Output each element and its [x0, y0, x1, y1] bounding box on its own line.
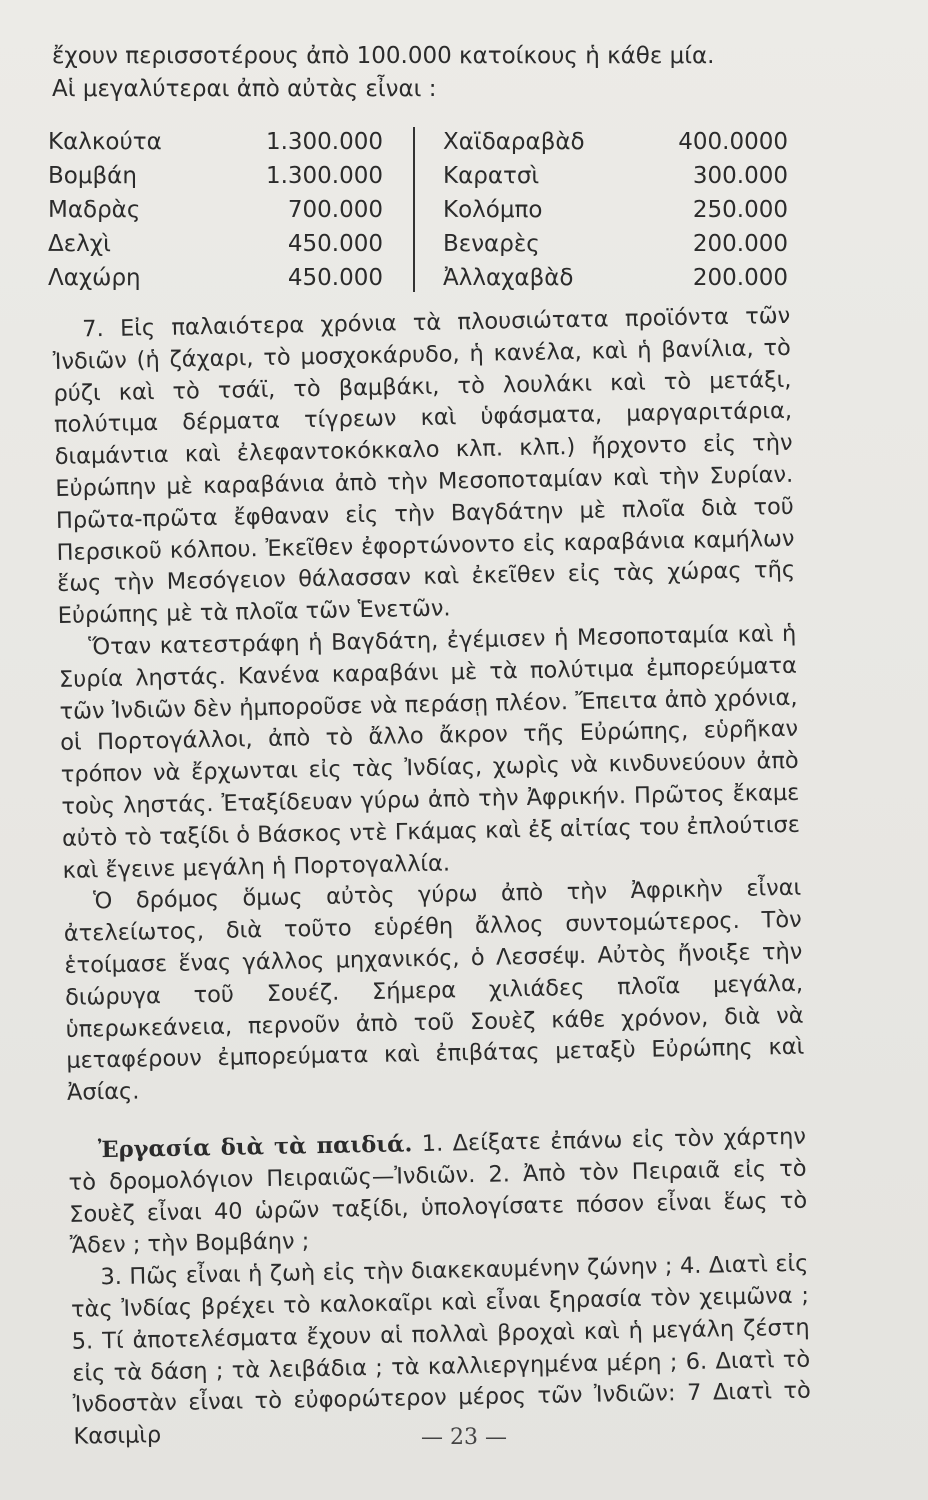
city-name: Μαδρὰς [48, 197, 141, 223]
page-number: — 23 — [421, 1425, 507, 1450]
city-population-table [48, 125, 788, 295]
city-population: 300.000 [692, 163, 788, 189]
city-row [443, 159, 788, 193]
city-population: 250.000 [692, 197, 788, 223]
city-population: 200.000 [692, 231, 788, 257]
city-population: 1.300.000 [265, 163, 383, 189]
body-text [52, 301, 812, 1454]
city-population: 400.0000 [678, 129, 788, 155]
column-divider [413, 127, 415, 292]
exercises-paragraph-2: 3. Πῶς εἶναι ἡ ζωὴ εἰς τὴν διακεκαυμένην ζώνην ; 4. Διατὶ εἰς τὰς Ἰνδίας βρέχει τὸ καλοκαῖρι καὶ εἶναι ξηρασία τὸν χειμῶνα ; 5. Τί ἀποτελέσματα ἔχουν αἱ πολλαὶ βροχαὶ καὶ ἡ μεγάλη ζέστη εἰς τὰ δάση ; τὰ λειβάδια ; τὰ καλλιεργημένα μέρη ; 6. Διατὶ τὸ Ἰνδοστὰν εἶναι τὸ εὐφορώτερον μέρος τῶν Ἰνδιῶν: 7 Διατὶ τὸ Κασιμὶρ [70, 1250, 812, 1450]
paragraph-portugal: Ὅταν κατεστράφη ἡ Βαγδάτη, ἐγέμισεν ἡ Μεσοποταμία καὶ ἡ Συρία ληστάς. Κανένα καραβάνι μὲ τὰ πολύτιμα ἐμπορεύματα τῶν Ἰνδιῶν δὲν ἠμποροῦσε νὰ περάσῃ πλέον. Ἔπειτα ἀπὸ χρόνια, οἱ Πορτογάλλοι, ἀπὸ τὸ ἄλλο ἄκρον τῆς Εὐρώπης, εὑρῆκαν τρόπον νὰ ἔρχωνται εἰς τὰς Ἰνδίας, χωρὶς νὰ κινδυνεύουν ἀπὸ τοὺς ληστάς. Ἐταξίδευαν γύρω ἀπὸ τὴν Ἀφρικήν. Πρῶτος ἔκαμε αὐτὸ τὸ ταξίδι ὁ Βάσκος ντὲ Γκάμας καὶ ἐξ αἰτίας του ἐπλούτισε καὶ ἔγεινε μεγάλη ἡ Πορτογαλλία. [58, 620, 801, 884]
city-column-right [443, 125, 788, 295]
city-name: Κολόμπο [443, 197, 543, 223]
city-name: Δελχὶ [48, 231, 111, 257]
city-name: Χαϊδαραβὰδ [443, 129, 585, 155]
exercises-paragraph [68, 1122, 808, 1263]
city-row [443, 227, 788, 261]
city-name: Καλκούτα [48, 129, 162, 155]
exercises-title: Ἐργασία διὰ τὰ παιδιά. [97, 1131, 413, 1164]
city-row [48, 261, 383, 295]
city-column-left [48, 125, 383, 295]
city-row [48, 227, 383, 261]
paragraph-trade-history: 7. Εἰς παλαιότερα χρόνια τὰ πλουσιώτατα προϊόντα τῶν Ἰνδιῶν (ἡ ζάχαρι, τὸ μοσχοκάρυδο, ἡ κανέλα, καὶ ἡ βανίλια, τὸ ρύζι καὶ τὸ τσάϊ, τὸ βαμβάκι, τὸ λουλάκι καὶ τὸ μετάξι, πολύτιμα δέρματα τίγρεων καὶ ὑφάσματα, μαργαριτάρια, διαμάντια καὶ ἐλεφαντοκόκκαλο κλπ. κλπ.) ἤρχοντο εἰς τὴν Εὐρώπην μὲ καραβάνια ἀπὸ τὴν Μεσοποταμίαν καὶ τὴν Συρίαν. Πρῶτα-πρῶτα ἔφθαναν εἰς τὴν Βαγδάτην μὲ πλοῖα διὰ τοῦ Περσικοῦ κόλπου. Ἐκεῖθεν ἐφορτώνοντο εἰς καραβάνια καμήλων ἕως τὴν Μεσόγειον θάλασσαν καὶ ἐκεῖθεν εἰς τὰς χώρας τῆς Εὐρώπης μὲ τὰ πλοῖα τῶν Ἑνετῶν. [52, 302, 796, 630]
city-name: Ἀλλαχαβὰδ [443, 265, 574, 291]
city-population: 200.000 [692, 265, 788, 291]
intro-line-1: ἔχουν περισσοτέρους ἀπὸ 100.000 κατοίκους ἡ κάθε μία. [52, 43, 715, 69]
city-population: 450.000 [287, 265, 383, 291]
intro-text [52, 40, 792, 106]
city-row [443, 261, 788, 295]
city-row [48, 159, 383, 193]
city-row [443, 193, 788, 227]
city-population: 700.000 [287, 197, 383, 223]
intro-line-2: Αἱ μεγαλύτεραι ἀπὸ αὐτὰς εἶναι : [52, 76, 437, 102]
paragraph-suez: Ὁ δρόμος ὅμως αὐτὸς γύρω ἀπὸ τὴν Ἀφρικὴν εἶναι ἀτελείωτος, διὰ τοῦτο εὑρέθη ἄλλος συντομώτερος. Τὸν ἑτοίμασε ἕνας γάλλος μηχανικός, ὁ Λεσσέψ. Αὐτὸς ἤνοιξε τὴν διώρυγα τοῦ Σουέζ. Σήμερα χιλιάδες πλοῖα μεγάλα, ὑπερωκεάνεια, περνοῦν ἀπὸ τοῦ Σουὲζ κάθε χρόνον, διὰ νὰ μεταφέρουν ἐμπορεύματα καὶ ἐπιβάτας μεταξὺ Εὐρώπης καὶ Ἀσίας. [63, 875, 805, 1106]
exercises-text-1: 1. Δείξατε ἐπάνω εἰς τὸν χάρτην τὸ δρομολόγιον Πειραιῶς—Ἰνδιῶν. 2. Ἀπὸ τὸν Πειραιᾶ εἰς τὸ Σουὲζ εἶναι 40 ὡρῶν ταξίδι, ὑπολογίσατε πόσον εἶναι ἕως τὸ Ἄδεν ; τὴν Βομβάην ; [68, 1123, 808, 1260]
city-name: Βεναρὲς [443, 231, 540, 257]
city-name: Βομβάη [48, 163, 137, 189]
city-row [48, 125, 383, 159]
city-name: Λαχώρη [48, 265, 141, 291]
city-name: Καρατσὶ [443, 163, 540, 189]
city-row [443, 125, 788, 159]
city-population: 1.300.000 [265, 129, 383, 155]
city-row [48, 193, 383, 227]
city-population: 450.000 [287, 231, 383, 257]
